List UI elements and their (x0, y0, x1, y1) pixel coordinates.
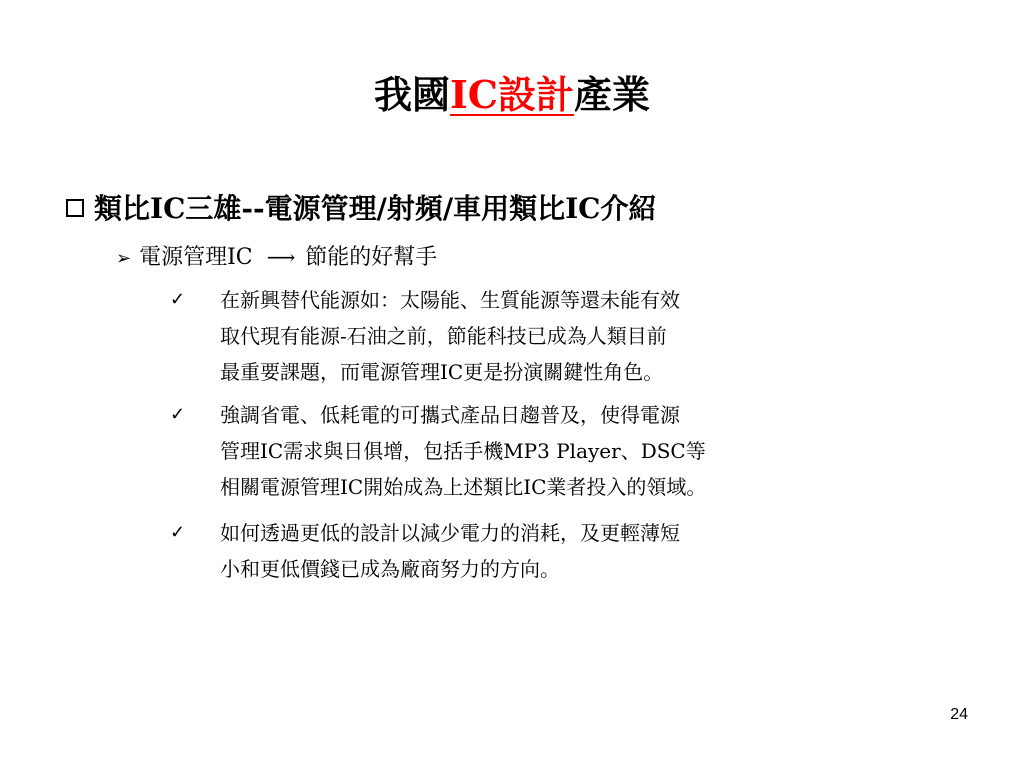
subheading-left: 電源管理IC (139, 245, 253, 270)
check-item-3-line-1: 如何透過更低的設計以減少電力的消耗，及更輕薄短 (220, 521, 680, 545)
check-item-3-line-2: 小和更低價錢已成為廠商努力的方向。 (220, 557, 560, 581)
heading-text: 類比IC三雄--電源管理/射頻/車用類比IC介紹 (94, 192, 657, 225)
subheading-bullet (116, 240, 437, 276)
checkmark-icon: ✓ (170, 289, 186, 310)
check-item-2-line-1: 強調省電、低耗電的可攜式產品日趨普及，使得電源 (220, 403, 680, 427)
check-item-2-line-3: 相關電源管理IC開始成為上述類比IC業者投入的領域。 (220, 475, 707, 499)
check-item-1-line-1: 在新興替代能源如：太陽能、生質能源等還未能有效 (220, 288, 680, 312)
check-item-1-line-2: 取代現有能源-石油之前，節能科技已成為人類目前 (220, 324, 667, 348)
arrow-bullet-icon: ➢ (116, 248, 132, 269)
checkmark-icon: ✓ (170, 522, 186, 543)
page-number: 24 (950, 706, 968, 723)
square-bullet-icon (66, 199, 84, 217)
subheading-right: 節能的好幫手 (305, 245, 438, 270)
heading-bullet (66, 190, 656, 228)
long-arrow-icon: ⟶ (266, 245, 296, 269)
checkmark-icon: ✓ (170, 404, 186, 425)
title-part-2: 產業 (574, 72, 651, 117)
slide-title (0, 70, 1024, 120)
title-accent: IC設計 (449, 72, 575, 117)
title-part-1: 我國 (373, 72, 450, 117)
check-item-1-line-3: 最重要課題，而電源管理IC更是扮演關鍵性角色。 (220, 360, 664, 384)
check-item-2-line-2: 管理IC需求與日俱增，包括手機MP3 Player、DSC等 (220, 439, 706, 463)
